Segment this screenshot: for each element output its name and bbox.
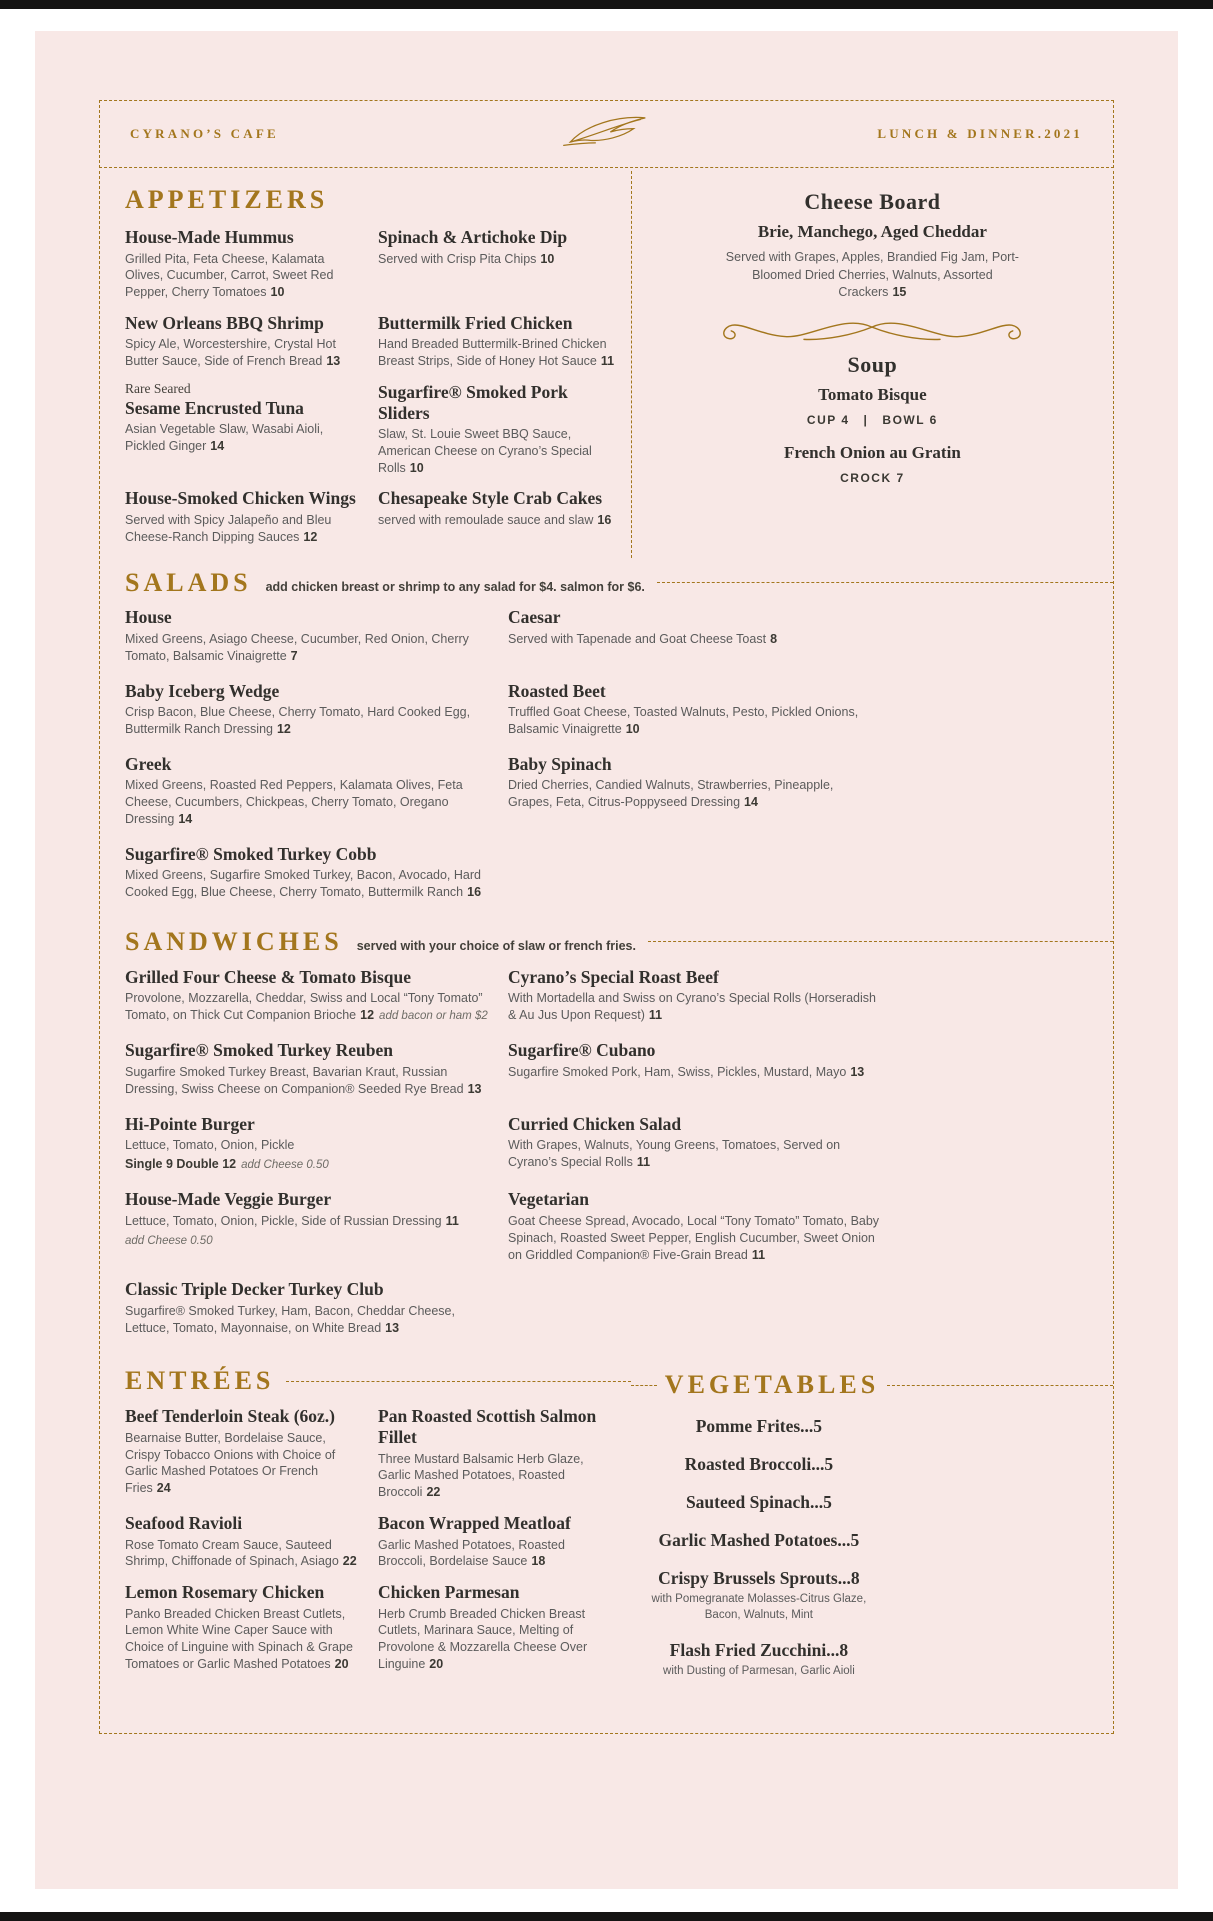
item-price: 10 [540, 251, 555, 266]
item-desc-text: Asian Vegetable Slaw, Wasabi Aioli, Pickled Ginger [125, 422, 324, 454]
item-price: 18 [531, 1554, 546, 1569]
menu-item-spinach-artichoke-dip [378, 227, 616, 301]
dashed-rule [887, 1385, 1113, 1386]
menu-item-house-made-hummus [125, 227, 363, 301]
entrees-and-vegetables [100, 1352, 1113, 1696]
dashed-rule [657, 582, 1113, 583]
item-name: New Orleans BBQ Shrimp [125, 312, 324, 333]
item-price: 13 [385, 1320, 400, 1335]
menu-item-chesapeake-crab-cakes [378, 488, 616, 545]
cheese-board-price: 15 [892, 285, 907, 299]
item-desc-text: Panko Breaded Chicken Breast Cutlets, Lemon White Wine Caper Sauce with Choice of Linguine with Spinach & Grape Tomatoes or Garlic Mashed Potatoes [125, 1606, 353, 1671]
item-note-line [125, 1232, 497, 1249]
salads-header [100, 568, 1113, 598]
item-desc-text: Served with Tapenade and Goat Cheese Toast [508, 632, 767, 647]
menu-item-flash-fried-zucchini [631, 1640, 887, 1680]
item-desc-text: Spicy Ale, Worcestershire, Crystal Hot Butter Sauce, Side of French Bread [125, 337, 336, 369]
item-description [125, 867, 497, 901]
item-description [125, 251, 363, 301]
item-description [125, 777, 497, 827]
menu-item-triple-decker-turkey-club [125, 1279, 497, 1336]
item-description [378, 1451, 616, 1501]
brand-name: CYRANO’S CAFE [130, 126, 279, 141]
item-name: Classic Triple Decker Turkey Club [125, 1279, 384, 1300]
item-name: Baby Iceberg Wedge [125, 680, 280, 701]
bowl-price: BOWL 6 [882, 412, 938, 427]
entrees-section [100, 1352, 631, 1684]
item-description [378, 512, 616, 529]
menu-item-baby-spinach-salad [508, 754, 880, 828]
item-desc-text: Crisp Bacon, Blue Cheese, Cherry Tomato, Hard Cooked Egg, Buttermilk Ranch Dressing [125, 705, 471, 737]
menu-item-house-salad [125, 607, 497, 664]
item-description [508, 631, 880, 648]
item-name: Crispy Brussels Sprouts...8 [658, 1568, 860, 1589]
item-description [378, 1537, 616, 1571]
item-description [508, 1064, 880, 1081]
menu-item-bacon-wrapped-meatloaf [378, 1513, 616, 1570]
item-desc-text: Three Mustard Balsamic Herb Glaze, Garlic Mashed Potatoes, Roasted Broccoli [378, 1451, 584, 1500]
menu-item-new-orleans-bbq-shrimp [125, 313, 363, 370]
item-price: 11 [648, 1008, 663, 1023]
item-name: Sugarfire® Smoked Turkey Cobb [125, 843, 377, 864]
item-description [125, 1537, 363, 1571]
entrees-grid [100, 1406, 631, 1684]
item-price: 14 [744, 795, 758, 810]
item-description: with Pomegranate Molasses-Citrus Glaze, Bacon, Walnuts, Mint [651, 1593, 867, 1621]
item-description [125, 421, 363, 455]
item-name: Baby Spinach [508, 753, 612, 774]
salads-note: add chicken breast or shrimp to any salad for $4. salmon for $6. [265, 579, 645, 594]
item-description [378, 1606, 616, 1673]
item-price: 24 [156, 1481, 171, 1496]
vegetables-header [631, 1370, 1113, 1400]
item-price: 14 [210, 439, 225, 454]
item-price: 10 [270, 285, 285, 300]
item-name: House-Made Hummus [125, 226, 294, 247]
item-description [508, 1213, 880, 1263]
cheese-board-title: Cheese Board [804, 189, 941, 214]
item-name: Pomme Frites...5 [695, 1416, 823, 1437]
menu-item-curried-chicken-salad [508, 1114, 880, 1174]
soup-bisque-sizes [656, 413, 1089, 427]
item-name: Sugarfire® Smoked Turkey Reuben [125, 1040, 394, 1061]
crock-price: CROCK 7 [840, 470, 905, 485]
item-name: Sugarfire® Cubano [508, 1040, 656, 1061]
item-desc-text: Lettuce, Tomato, Onion, Pickle, Side of Russian Dressing [125, 1214, 442, 1229]
item-name: Lemon Rosemary Chicken [125, 1582, 325, 1603]
item-description [125, 704, 497, 738]
item-description [508, 1137, 880, 1171]
item-name: Greek [125, 753, 172, 774]
sandwiches-header [100, 927, 1113, 957]
item-price: 22 [342, 1554, 357, 1569]
vegetables-list [631, 1416, 887, 1680]
menu-item-house-smoked-chicken-wings [125, 488, 363, 545]
item-price: 10 [409, 460, 424, 475]
menu-item-hi-pointe-burger [125, 1114, 497, 1174]
menu-page [35, 31, 1178, 1889]
item-desc-text: Served with Spicy Jalapeño and Bleu Cheese-Ranch Dipping Sauces [125, 513, 332, 544]
item-name: Curried Chicken Salad [508, 1113, 682, 1134]
item-name: Bacon Wrapped Meatloaf [378, 1512, 571, 1533]
menu-item-roasted-beet-salad [508, 681, 880, 738]
item-name: Chesapeake Style Crab Cakes [378, 488, 603, 509]
item-price: 13 [850, 1065, 865, 1080]
sandwiches-section [100, 927, 1113, 1353]
item-desc-text: Mixed Greens, Roasted Red Peppers, Kalamata Olives, Feta Cheese, Cucumbers, Chickpeas, Cherry Tomato, Oregano Dressing [125, 778, 463, 826]
item-desc-text: Dried Cherries, Candied Walnuts, Strawberries, Pineapple, Grapes, Feta, Citrus-Poppyseed Dressing [508, 778, 834, 810]
appetizers-title: APPETIZERS [125, 185, 329, 214]
item-name: Beef Tenderloin Steak (6oz.) [125, 1406, 335, 1427]
item-description [125, 1430, 363, 1497]
dashed-rule [286, 1381, 630, 1382]
menu-item-grilled-four-cheese [125, 967, 497, 1025]
item-name: Hi-Pointe Burger [125, 1113, 255, 1134]
item-desc-text: Provolone, Mozzarella, Cheddar, Swiss and Local “Tony Tomato” Tomato, on Thick Cut Companion Brioche [125, 991, 483, 1023]
sandwiches-grid [100, 967, 1113, 1353]
cup-price: CUP 4 [806, 412, 850, 427]
item-desc-text: served with remoulade sauce and slaw [378, 513, 594, 528]
item-note: add Cheese 0.50 [241, 1159, 329, 1172]
item-desc-text: Garlic Mashed Potatoes, Roasted Broccoli, Bordelaise Sauce [378, 1537, 565, 1569]
soup-item-tomato-bisque: Tomato Bisque [818, 384, 927, 404]
item-description [378, 336, 616, 370]
item-description [125, 631, 497, 665]
item-name: House-Made Veggie Burger [125, 1189, 332, 1210]
soup-item-french-onion: French Onion au Gratin [783, 442, 961, 462]
item-name: Caesar [508, 607, 561, 628]
menu-item-garlic-mashed-potatoes [631, 1530, 887, 1551]
item-description [125, 512, 363, 546]
item-name: Vegetarian [508, 1189, 590, 1210]
top-section [100, 171, 1113, 558]
menu-item-greek-salad [125, 754, 497, 828]
vegetables-section [631, 1352, 1113, 1696]
item-name: Sauteed Spinach...5 [685, 1492, 832, 1513]
item-price-options [125, 1156, 497, 1173]
item-name: Spinach & Artichoke Dip [378, 226, 568, 247]
item-price: 11 [600, 354, 615, 369]
menu-item-crispy-brussels-sprouts [631, 1568, 887, 1623]
item-desc-text: Served with Crisp Pita Chips [378, 251, 537, 266]
item-description [125, 990, 497, 1024]
menu-body [99, 171, 1114, 1734]
item-name: Sugarfire® Smoked Pork Sliders [378, 381, 568, 423]
appetizers-section [100, 171, 631, 558]
menu-item-sauteed-spinach [631, 1492, 887, 1513]
item-price: 12 [276, 722, 291, 737]
sandwiches-title: SANDWICHES [125, 926, 343, 956]
item-desc-text: Goat Cheese Spread, Avocado, Local “Tony Tomato” Tomato, Baby Spinach, Roasted Sweet Pepper, English Cucumber, Sweet Onion on Griddled Companion® Five-Grain Bread [508, 1214, 880, 1262]
item-name: Roasted Beet [508, 680, 606, 701]
menu-header [99, 100, 1114, 168]
item-desc-text: Sugarfire® Smoked Turkey, Ham, Bacon, Cheddar Cheese, Lettuce, Tomato, Mayonnaise, on White Bread [125, 1303, 455, 1335]
item-description [125, 336, 363, 370]
soup-title: Soup [847, 351, 898, 377]
item-description [508, 990, 880, 1024]
menu-item-scottish-salmon-fillet [378, 1406, 616, 1501]
cheese-board-description [722, 249, 1022, 302]
item-note: add Cheese 0.50 [125, 1234, 213, 1247]
menu-item-smoked-turkey-reuben [125, 1040, 497, 1097]
item-desc-text: With Mortadella and Swiss on Cyrano’s Special Rolls (Horseradish & Au Jus Upon Request) [508, 991, 876, 1023]
item-desc-text: Lettuce, Tomato, Onion, Pickle [125, 1138, 295, 1153]
appetizers-grid [125, 227, 621, 558]
menu-item-roasted-broccoli [631, 1454, 887, 1475]
item-name: Pan Roasted Scottish Salmon Fillet [378, 1406, 597, 1447]
menu-item-chicken-parmesan [378, 1582, 616, 1673]
item-description [125, 1303, 497, 1337]
specials-panel [631, 171, 1113, 558]
item-description [125, 1137, 497, 1154]
entrees-title: ENTRÉES [125, 1366, 275, 1396]
item-name: Chicken Parmesan [378, 1582, 520, 1603]
salads-grid [100, 607, 1113, 916]
item-price: 8 [770, 632, 778, 647]
menu-item-beef-tenderloin-steak [125, 1406, 363, 1501]
item-price: 11 [636, 1155, 651, 1170]
menu-item-seafood-ravioli [125, 1513, 363, 1570]
menu-item-baby-iceberg-wedge [125, 681, 497, 738]
item-price: 20 [429, 1656, 444, 1671]
dashed-rule [631, 1385, 657, 1386]
item-price: 13 [467, 1081, 482, 1096]
item-desc-text: Mixed Greens, Asiago Cheese, Cucumber, Red Onion, Cherry Tomato, Balsamic Vinaigrette [125, 632, 469, 663]
menu-item-special-roast-beef [508, 967, 880, 1025]
size-divider: | [863, 412, 869, 427]
item-name: Garlic Mashed Potatoes...5 [658, 1530, 860, 1551]
item-description [378, 251, 616, 268]
item-price: 16 [467, 885, 482, 900]
menu-item-lemon-rosemary-chicken [125, 1582, 363, 1673]
menu-item-pomme-frites [631, 1416, 887, 1437]
item-note: add bacon or ham $2 [379, 1010, 488, 1023]
item-name: Grilled Four Cheese & Tomato Bisque [125, 966, 412, 987]
item-name: House [125, 607, 172, 628]
item-desc-text: Bearnaise Butter, Bordelaise Sauce, Crispy Tobacco Onions with Choice of Garlic Mashed Potatoes Or French Fries [125, 1430, 336, 1496]
item-price: 7 [290, 648, 298, 663]
item-desc-text: Slaw, St. Louie Sweet BBQ Sauce, American Cheese on Cyrano’s Special Rolls [378, 427, 592, 475]
item-desc-text: Grilled Pita, Feta Cheese, Kalamata Olives, Cucumber, Carrot, Sweet Red Pepper, Cherry Tomatoes [125, 251, 334, 300]
item-description: with Dusting of Parmesan, Garlic Aioli [663, 1665, 855, 1678]
menu-edition: LUNCH & DINNER.2021 [877, 126, 1083, 141]
item-name: Flash Fried Zucchini...8 [669, 1640, 849, 1661]
item-desc-text: Sugarfire Smoked Pork, Ham, Swiss, Pickles, Mustard, Mayo [508, 1065, 847, 1080]
item-name: Buttermilk Fried Chicken [378, 312, 573, 333]
menu-item-smoked-turkey-cobb [125, 844, 497, 901]
dashed-rule [648, 941, 1113, 942]
item-description [508, 777, 880, 811]
item-price: 11 [751, 1247, 766, 1262]
item-price: 16 [597, 513, 612, 528]
item-price: 12 [360, 1008, 375, 1023]
item-desc-text: Rose Tomato Cream Sauce, Sauteed Shrimp, Chiffonade of Spinach, Asiago [125, 1537, 339, 1569]
item-description [508, 704, 880, 738]
scroll-divider-ornament [707, 312, 1037, 346]
menu-item-sesame-encrusted-tuna [125, 382, 363, 477]
item-desc-text: Herb Crumb Breaded Chicken Breast Cutlets, Marinara Sauce, Melting of Provolone & Mozzarella Cheese Over Linguine [378, 1606, 588, 1671]
bottom-border-bar [0, 1912, 1213, 1921]
item-name: Roasted Broccoli...5 [684, 1454, 834, 1475]
cheese-board-desc-text: Served with Grapes, Apples, Brandied Fig Jam, Port-Bloomed Dried Cherries, Walnuts, Assorted Crackers [725, 250, 1019, 299]
item-description [125, 1606, 363, 1673]
item-name: Sesame Encrusted Tuna [125, 397, 304, 418]
item-desc-text: With Grapes, Walnuts, Young Greens, Tomatoes, Served on Cyrano’s Special Rolls [508, 1138, 841, 1170]
item-price-line: Single 9 Double 12 [125, 1157, 237, 1172]
item-name: Seafood Ravioli [125, 1512, 243, 1533]
item-name: Cyrano’s Special Roast Beef [508, 966, 719, 987]
item-desc-text: Truffled Goat Cheese, Toasted Walnuts, Pesto, Pickled Onions, Balsamic Vinaigrette [508, 705, 859, 737]
item-overline: Rare Seared [125, 380, 191, 396]
cheese-board-subtitle: Brie, Manchego, Aged Cheddar [757, 222, 987, 241]
item-price: 14 [178, 811, 193, 826]
quill-icon [557, 113, 657, 156]
sandwiches-note: served with your choice of slaw or french fries. [356, 938, 636, 953]
salads-title: SALADS [125, 567, 252, 597]
item-description [125, 1064, 497, 1098]
menu-item-caesar-salad [508, 607, 880, 664]
item-price: 11 [445, 1214, 459, 1229]
vegetables-title: VEGETABLES [664, 1370, 880, 1400]
item-price: 20 [334, 1656, 349, 1671]
item-price: 12 [303, 529, 318, 544]
item-price: 13 [326, 354, 341, 369]
menu-item-vegetarian-sandwich [508, 1189, 880, 1263]
item-description [125, 1213, 497, 1230]
item-desc-text: Hand Breaded Buttermilk-Brined Chicken Breast Strips, Side of Honey Hot Sauce [378, 337, 607, 369]
item-desc-text: Mixed Greens, Sugarfire Smoked Turkey, Bacon, Avocado, Hard Cooked Egg, Blue Cheese, Cherry Tomato, Buttermilk Ranch [125, 868, 481, 900]
top-border-bar [0, 0, 1213, 9]
menu-item-veggie-burger [125, 1189, 497, 1263]
item-price: 10 [625, 722, 640, 737]
item-price: 22 [426, 1485, 441, 1500]
item-name: House-Smoked Chicken Wings [125, 488, 356, 509]
entrees-header [100, 1366, 631, 1396]
menu-item-cubano [508, 1040, 880, 1097]
salads-section [100, 568, 1113, 917]
item-description [378, 426, 616, 476]
menu-item-buttermilk-fried-chicken [378, 313, 616, 370]
menu-item-smoked-pork-sliders [378, 382, 616, 477]
item-desc-text: Sugarfire Smoked Turkey Breast, Bavarian Kraut, Russian Dressing, Swiss Cheese on Companion® Seeded Rye Bread [125, 1065, 464, 1096]
